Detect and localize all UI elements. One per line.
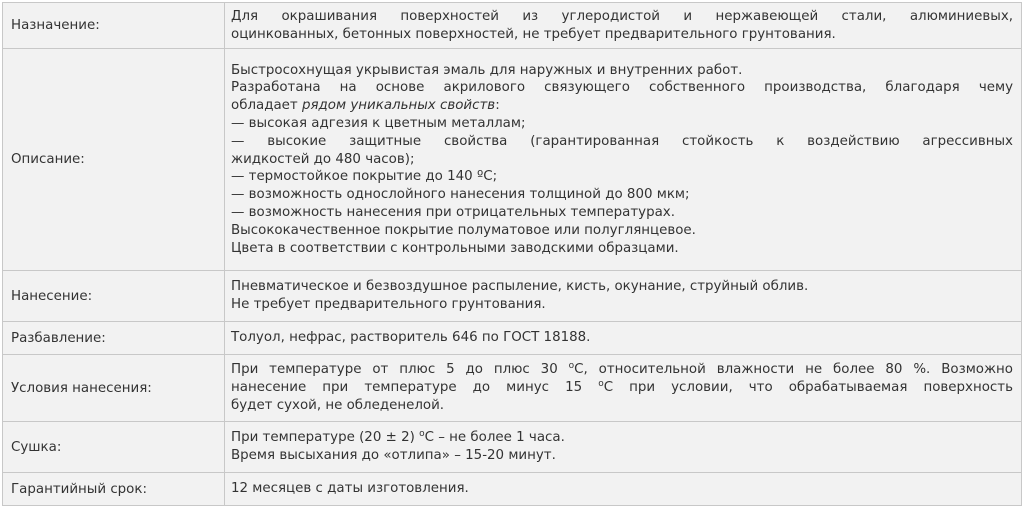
spec-text-line: Толуол, нефрас, растворитель 646 по ГОСТ 18188. (231, 330, 591, 346)
spec-text-line: Время высыхания до «отлипа» – 15-20 минут. (231, 448, 556, 463)
spec-text-line: Высококачественное покрытие полуматовое или полуглянцевое. (231, 222, 696, 238)
spec-label-thinning: Разбавление: (2, 322, 225, 355)
spec-value-application (225, 271, 1022, 322)
spec-text-line: — высокие защитные свойства (гарантированная стойкость к воздействию агрессивных (231, 133, 1013, 149)
spec-text-line: — возможность однослойного нанесения толщиной до 800 мкм; (231, 187, 690, 203)
spec-value-description (225, 49, 1022, 271)
degree-mark: o (568, 361, 575, 372)
spec-value-drying (225, 422, 1022, 473)
spec-row-drying (2, 422, 1022, 473)
spec-row-purpose (2, 2, 1022, 49)
spec-label-drying: Сушка: (2, 422, 225, 473)
degree-mark: o (419, 429, 425, 440)
spec-row-warranty (2, 473, 1022, 506)
product-spec-table (2, 2, 1022, 506)
spec-text-fragment: обладает (231, 98, 298, 114)
spec-text-line (231, 97, 1013, 115)
spec-row-application (2, 271, 1022, 322)
spec-text-line: 12 месяцев с даты изготовления. (231, 481, 469, 497)
spec-label-warranty: Гарантийный срок: (2, 473, 225, 506)
spec-label-application: Нанесение: (2, 271, 225, 322)
spec-label-description: Описание: (2, 49, 225, 271)
spec-row-description (2, 49, 1022, 271)
spec-text-fragment: нанесение при температуре до минус 15 (231, 380, 583, 396)
spec-text-line: Разработана на основе акрилового связующего собственного производства, благодаря чему (231, 80, 1013, 96)
spec-text-line: оцинкованных, бетонных поверхностей, не требует предварительного грунтования. (231, 26, 836, 42)
spec-text-fragment: При температуре от плюс 5 до плюс 30 (231, 362, 558, 378)
spec-text-line: Цвета в соответствии с контрольными заводскими образцами. (231, 240, 679, 256)
spec-text-fragment: При температуре (20 ± 2) (231, 430, 415, 446)
spec-text-fragment: : (495, 98, 500, 114)
spec-label-application-conditions: Условия нанесения: (2, 355, 225, 422)
spec-label-purpose: Назначение: (2, 2, 225, 49)
spec-text-line: Не требует предварительного грунтования. (231, 297, 546, 312)
spec-text-line: будет сухой, не обледенелой. (231, 397, 445, 413)
degree-mark: o (598, 379, 604, 390)
spec-text-emphasis: рядом уникальных свойств (301, 98, 496, 114)
spec-text-line (231, 429, 1013, 447)
spec-text-line: — возможность нанесения при отрицательных температурах. (231, 204, 675, 220)
spec-text-line: — высокая адгезия к цветным металлам; (231, 116, 526, 131)
spec-value-thinning (225, 322, 1022, 355)
spec-text-line: — термостойкое покрытие до 140 ºС; (231, 169, 498, 185)
spec-text-line: Быстросохнущая укрывистая эмаль для наружных и внутренних работ. (231, 62, 743, 78)
spec-text-line (231, 361, 1013, 379)
spec-text-line: Для окрашивания поверхностей из углеродистой и нержавеющей стали, алюминиевых, (231, 8, 1013, 24)
spec-text-line: жидкостей до 480 часов); (231, 151, 415, 167)
spec-value-purpose (225, 2, 1022, 49)
spec-text-fragment: C, относительной влажности не более 80 %. Возможно (574, 362, 1013, 378)
spec-row-application-conditions (2, 355, 1022, 422)
spec-row-thinning (2, 322, 1022, 355)
spec-value-application-conditions (225, 355, 1022, 422)
spec-value-warranty (225, 473, 1022, 506)
spec-text-line (231, 379, 1013, 397)
spec-text-line: Пневматическое и безвоздушное распыление, кисть, окунание, струйный облив. (231, 279, 809, 295)
spec-text-fragment: C при условии, что обрабатываемая поверхность (603, 380, 1013, 396)
spec-text-fragment: C – не более 1 часа. (424, 430, 565, 446)
